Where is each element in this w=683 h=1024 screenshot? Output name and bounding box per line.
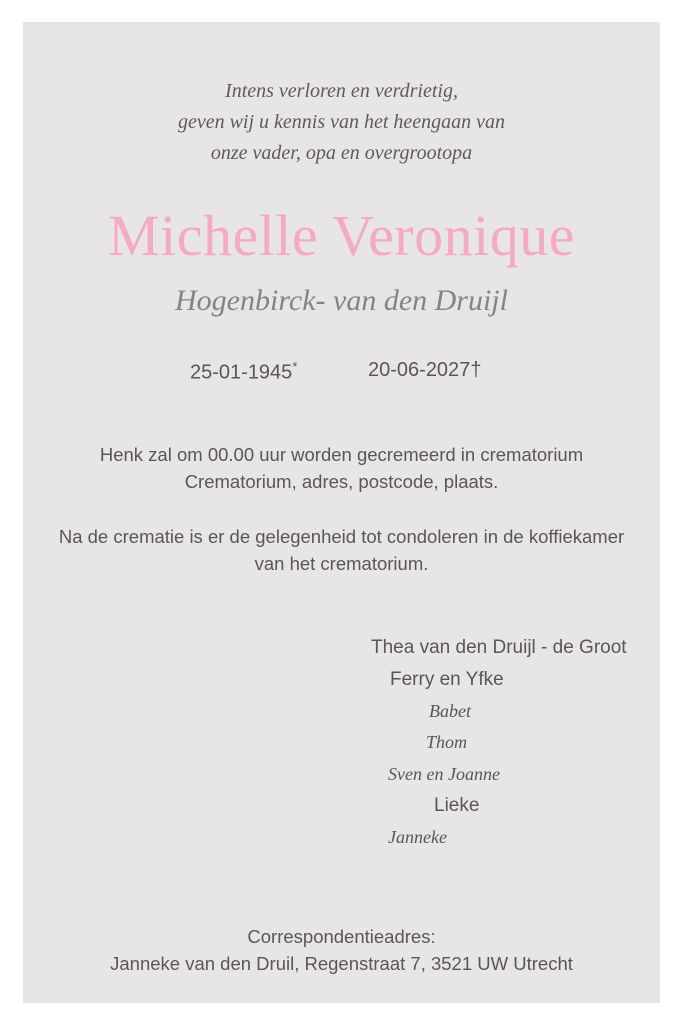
family-member: Babet xyxy=(429,701,471,721)
intro-line-1: Intens verloren en verdrietig, xyxy=(225,80,458,102)
birth-date-value: 25-01-1945 xyxy=(190,361,293,384)
death-cross-icon: † xyxy=(470,359,482,381)
ceremony-line-1: Henk zal om 00.00 uur worden gecremeerd in crematorium xyxy=(99,444,584,465)
family-member: Thea van den Druijl - de Groot xyxy=(371,637,627,658)
funeral-card xyxy=(23,22,660,1003)
condolence-line-1: Na de crematie is er de gelegenheid tot condoleren in de koffiekamer xyxy=(58,526,625,547)
deceased-surname: Hogenbirck- van den Druijl xyxy=(175,284,508,317)
family-member: Thom xyxy=(426,732,468,752)
deceased-first-names: Michelle Veronique xyxy=(108,203,575,268)
family-member: Ferry en Yfke xyxy=(390,669,504,690)
correspondence-address: Janneke van den Druil, Regenstraat 7, 3521 UW Utrecht xyxy=(110,953,573,974)
family-member: Lieke xyxy=(434,795,480,816)
death-date xyxy=(368,359,481,382)
correspondence-label: Correspondentieadres: xyxy=(247,926,436,947)
ceremony-line-2: Crematorium, adres, postcode, plaats. xyxy=(184,471,499,492)
family-member: Sven en Joanne xyxy=(388,764,500,784)
family-member: Janneke xyxy=(388,827,447,847)
intro-line-3: onze vader, opa en overgrootopa xyxy=(210,142,473,164)
birth-star-icon: * xyxy=(292,359,298,374)
condolence-line-2: van het crematorium. xyxy=(254,553,429,574)
birth-date xyxy=(190,359,297,385)
intro-line-2: geven wij u kennis van het heengaan van xyxy=(177,111,506,133)
death-date-value: 20-06-2027 xyxy=(368,359,471,381)
